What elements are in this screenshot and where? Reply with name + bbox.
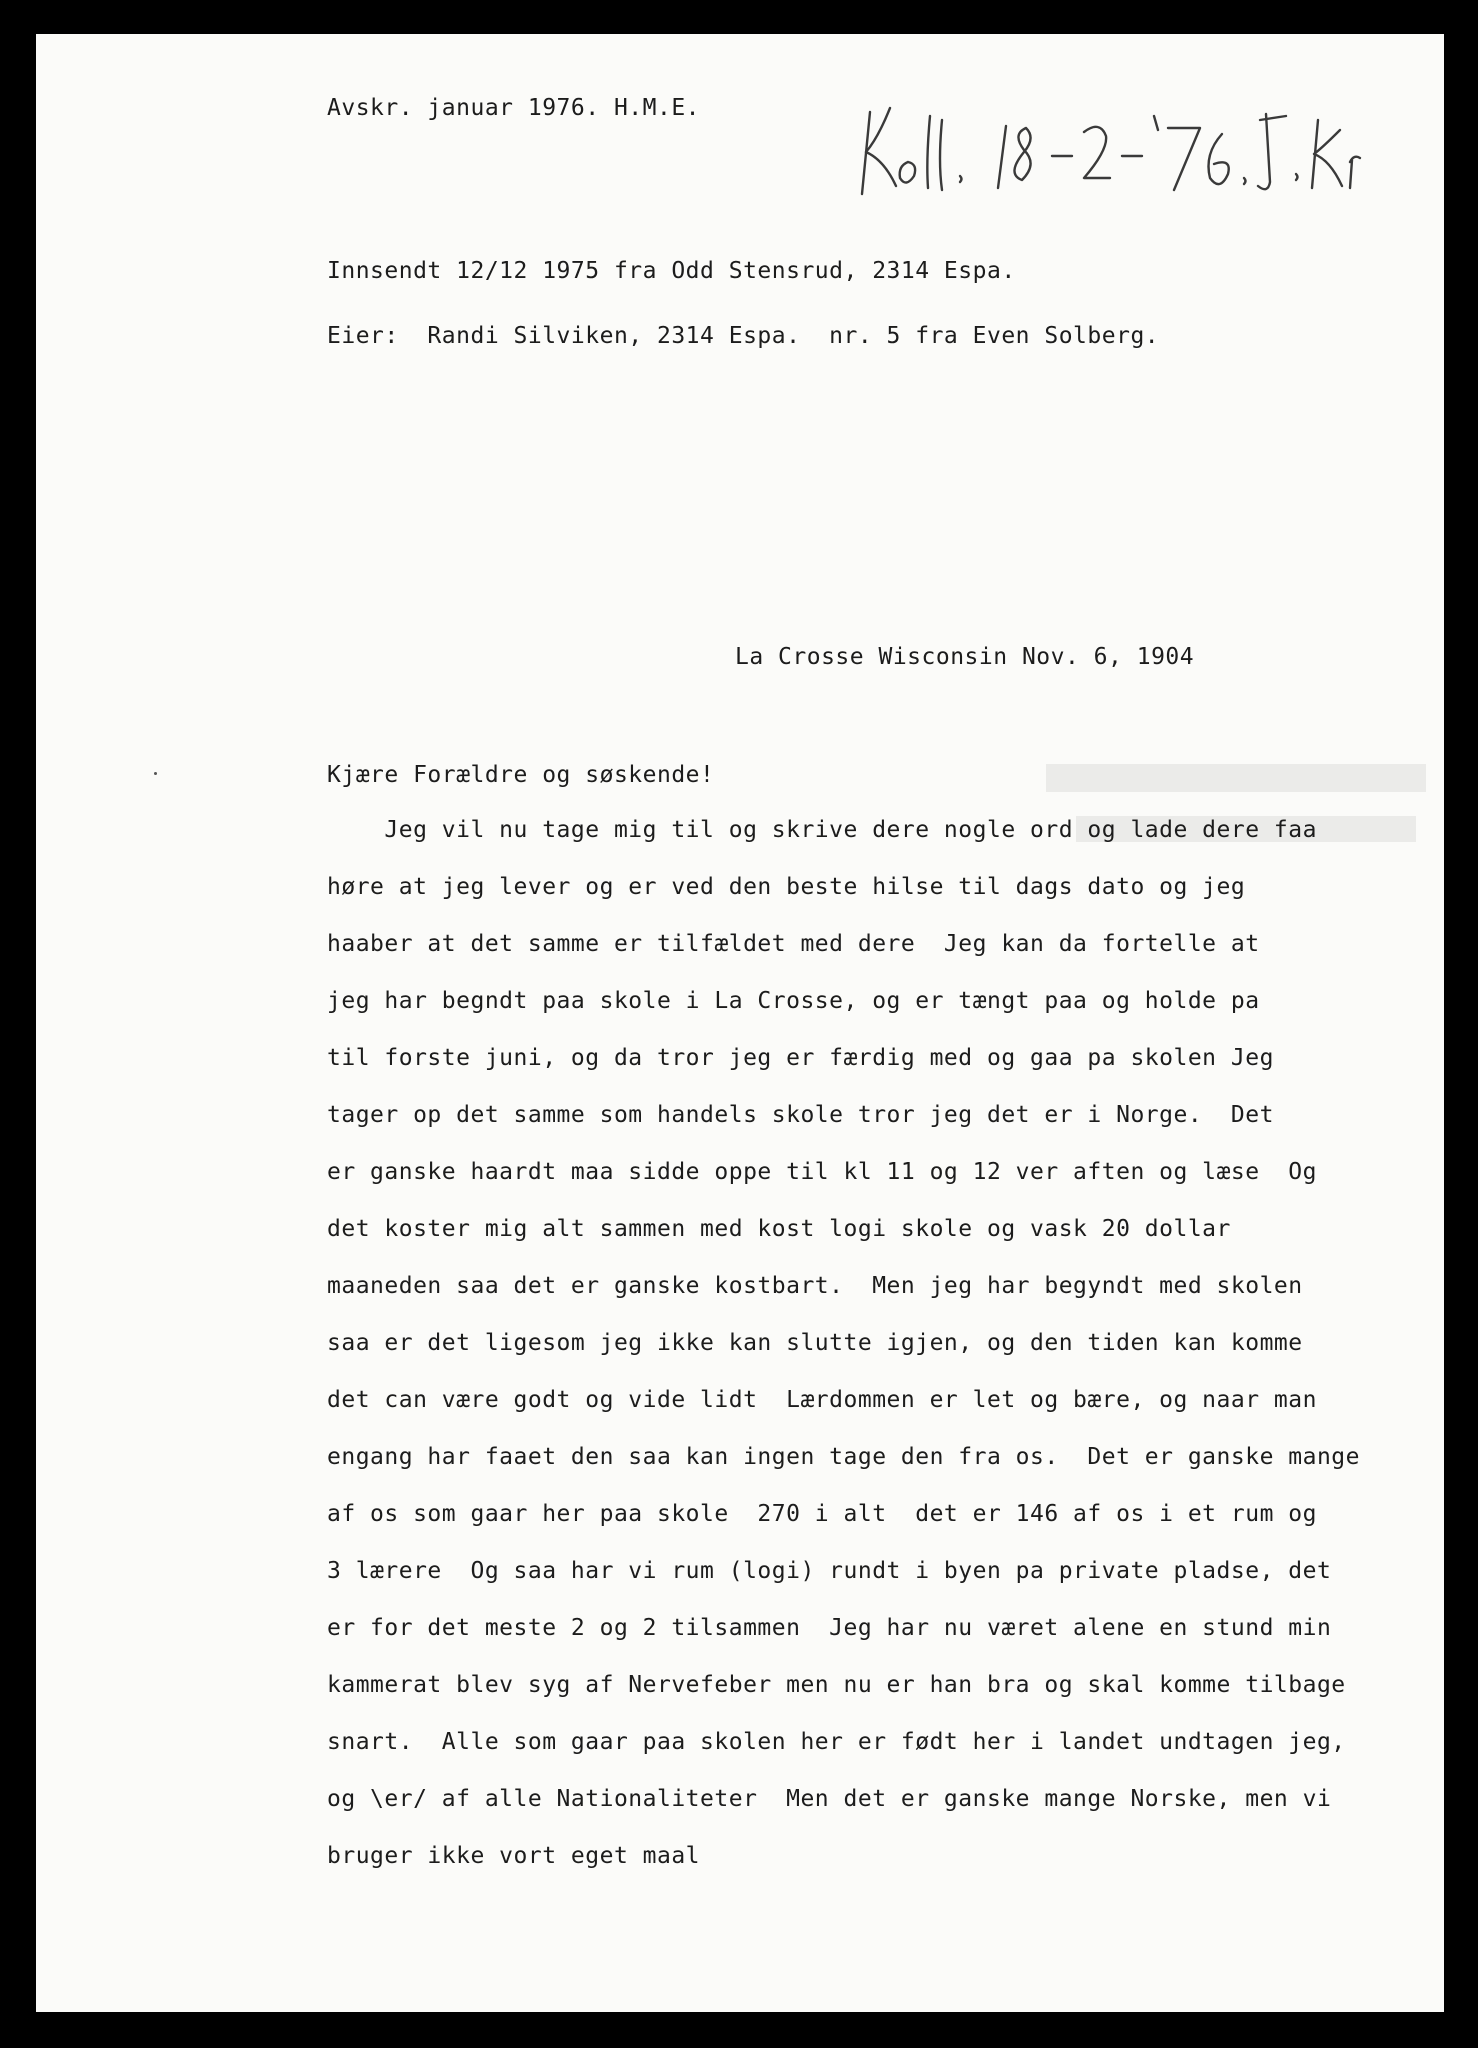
body-line: 3 lærere Og saa har vi rum (logi) rundt i byen pa private pladse, det [327, 1558, 1332, 1584]
body-line: snart. Alle som gaar paa skolen her er født her i landet undtagen jeg, [327, 1729, 1346, 1755]
body-line: haaber at det samme er tilfældet med dere Jeg kan da fortelle at [327, 931, 1260, 957]
body-line: høre at jeg lever og er ved den beste hilse til dags dato og jeg [327, 874, 1246, 900]
body-line: til forste juni, og da tror jeg er færdig med og gaa pa skolen Jeg [327, 1045, 1274, 1071]
body-line: kammerat blev syg af Nervefeber men nu er han bra og skal komme tilbage [327, 1672, 1346, 1698]
body-line: tager op det samme som handels skole tror jeg det er i Norge. Det [327, 1102, 1274, 1128]
body-line: maaneden saa det er ganske kostbart. Men jeg har begyndt med skolen [327, 1273, 1303, 1299]
paper-speck [154, 772, 157, 775]
body-line: engang har faaet den saa kan ingen tage den fra os. Det er ganske mange [327, 1444, 1360, 1470]
body-line: og \er/ af alle Nationaliteter Men det er ganske mange Norske, men vi [327, 1786, 1332, 1812]
body-line: Jeg vil nu tage mig til og skrive dere nogle ord og lade dere faa [327, 817, 1317, 843]
show-through-shadow [1046, 754, 1436, 874]
owner-line: Eier: Randi Silviken, 2314 Espa. nr. 5 fra Even Solberg. [327, 323, 1160, 349]
document-page [36, 34, 1444, 2012]
body-line: er for det meste 2 og 2 tilsammen Jeg har nu været alene en stund min [327, 1615, 1332, 1641]
body-line: saa er det ligesom jeg ikke kan slutte igjen, og den tiden kan komme [327, 1330, 1303, 1356]
body-line: af os som gaar her paa skole 270 i alt det er 146 af os i et rum og [327, 1501, 1317, 1527]
body-line: det koster mig alt sammen med kost logi skole og vask 20 dollar [327, 1216, 1231, 1242]
transcription-note: Avskr. januar 1976. H.M.E. [327, 95, 701, 121]
letter-salutation: Kjære Forældre og søskende! [327, 762, 715, 788]
handwritten-annotation [856, 90, 1376, 200]
body-line: det can være godt og vide lidt Lærdommen er let og bære, og naar man [327, 1387, 1317, 1413]
body-line: bruger ikke vort eget maal [327, 1843, 701, 1869]
letter-place-date: La Crosse Wisconsin Nov. 6, 1904 [735, 644, 1195, 670]
submitted-line: Innsendt 12/12 1975 fra Odd Stensrud, 2314 Espa. [327, 258, 1016, 284]
body-line: jeg har begndt paa skole i La Crosse, og er tængt paa og holde pa [327, 988, 1260, 1014]
body-line: er ganske haardt maa sidde oppe til kl 11 og 12 ver aften og læse Og [327, 1159, 1317, 1185]
